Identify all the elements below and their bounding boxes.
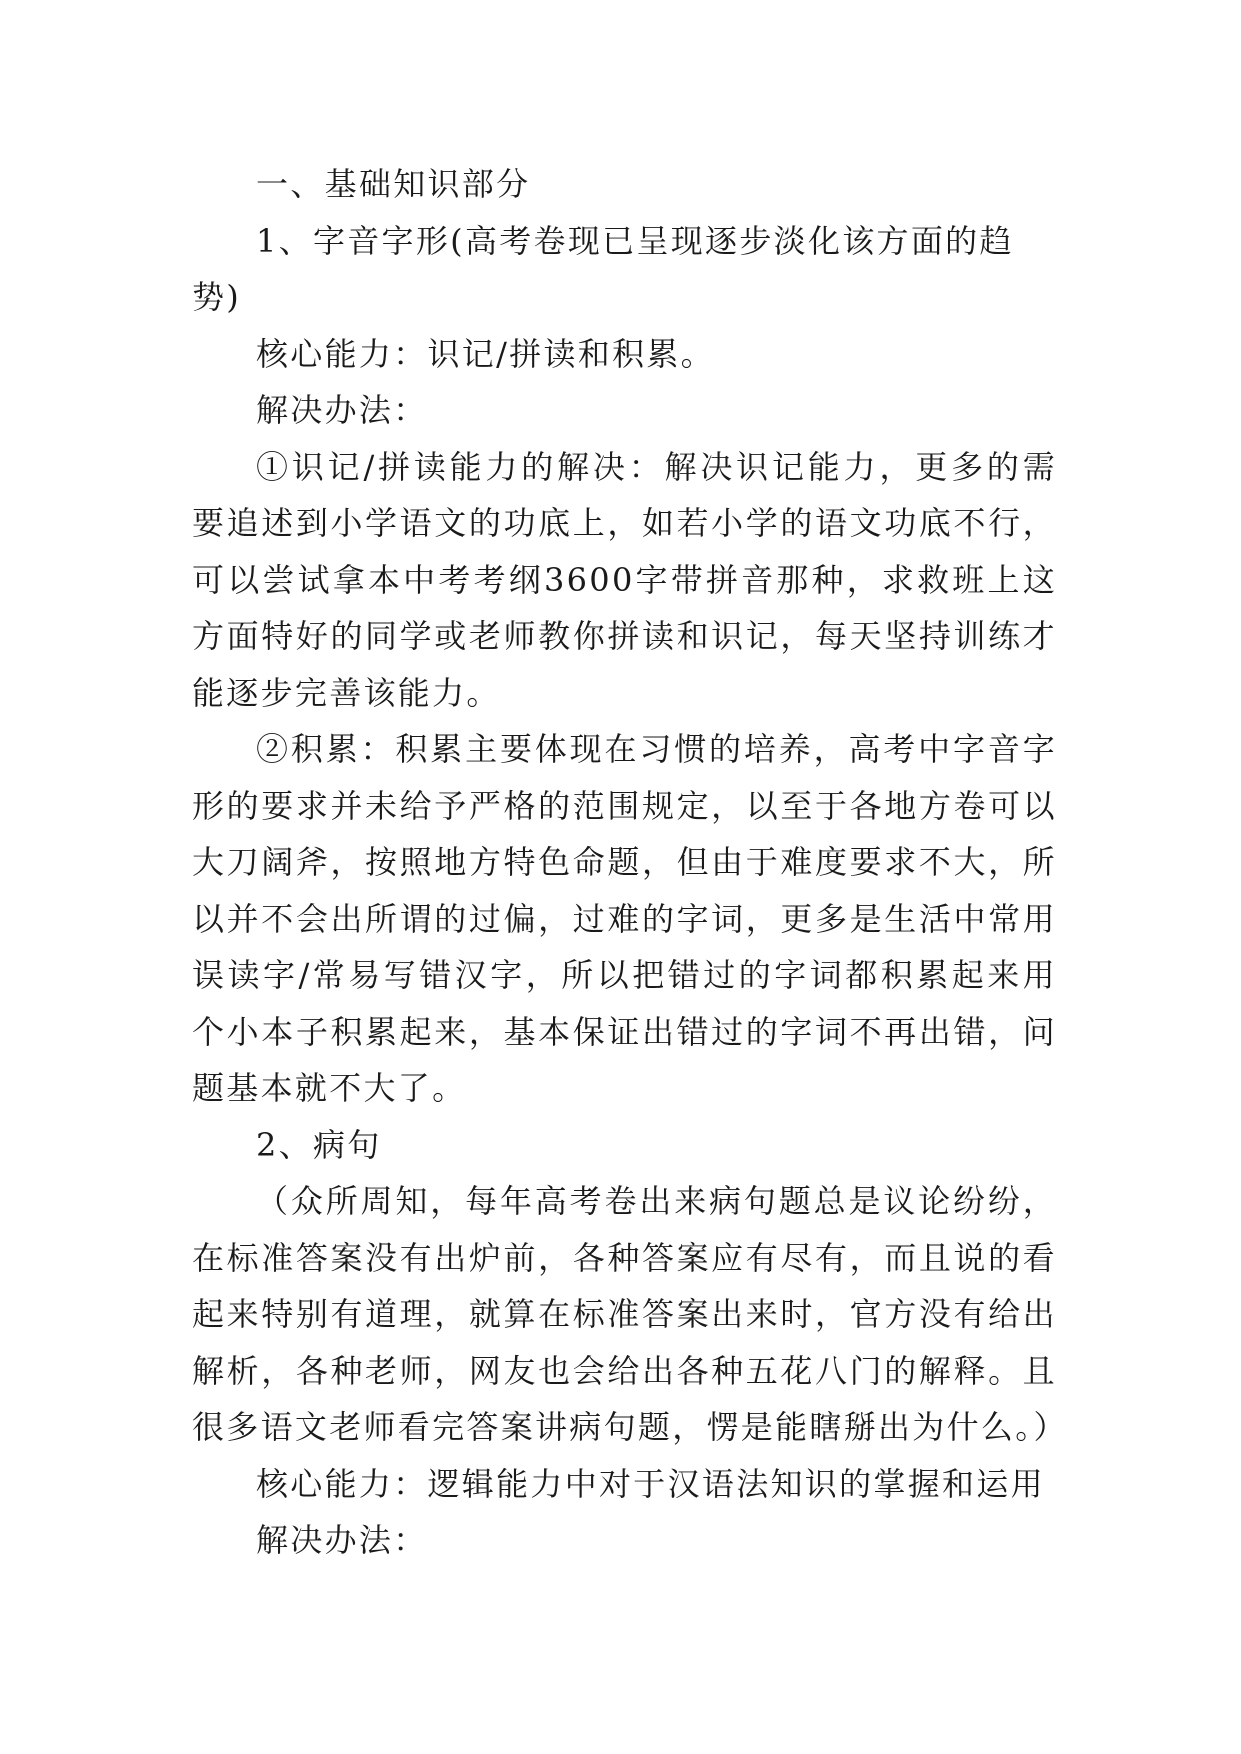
core-ability-line: 核心能力：逻辑能力中对于汉语法知识的掌握和运用 <box>256 1464 1045 1503</box>
body-paragraph: （众所周知，每年高考卷出来病句题总是议论纷纷，在标准答案没有出炉前，各种答案应有尽有，而且说的看起来特别有道理，就算在标准答案出来时，官方没有给出解析，各种老师，网友也会给出各种五花八门的解释。且很多语文老师看完答案讲病句题，愣是能瞎掰出为什么。） <box>192 1182 1068 1446</box>
solution-label: 解决办法： <box>256 1521 428 1559</box>
body-paragraph: ②积累：积累主要体现在习惯的培养，高考中字音字形的要求并未给予严格的范围规定，以至于各地方卷可以大刀阔斧，按照地方特色命题，但由于难度要求不大，所以并不会出所谓的过偏，过难的字词，更多是生活中常用误读字/常易写错汉字，所以把错过的字词都积累起来用个小本子积累起来，基本保证出错过的字词不再出错，问题基本就不大了。 <box>192 730 1057 1107</box>
core-ability-line: 核心能力：识记/拼读和积累。 <box>256 334 715 373</box>
solution-label: 解决办法： <box>256 391 428 429</box>
subsection-heading: 2、病句 <box>256 1125 382 1164</box>
document-body <box>192 156 1068 1569</box>
section-heading: 一、基础知识部分 <box>256 165 531 203</box>
body-paragraph: ①识记/拼读能力的解决：解决识记能力，更多的需要追述到小学语文的功底上，如若小学的语文功底不行，可以尝试拿本中考考纲3600字带拼音那种，求救班上这方面特好的同学或老师教你拼读和识记，每天坚持训练才能逐步完善该能力。 <box>192 447 1057 712</box>
subsection-heading: 1、字音字形(高考卷现已呈现逐步淡化该方面的趋势) <box>192 221 1014 316</box>
